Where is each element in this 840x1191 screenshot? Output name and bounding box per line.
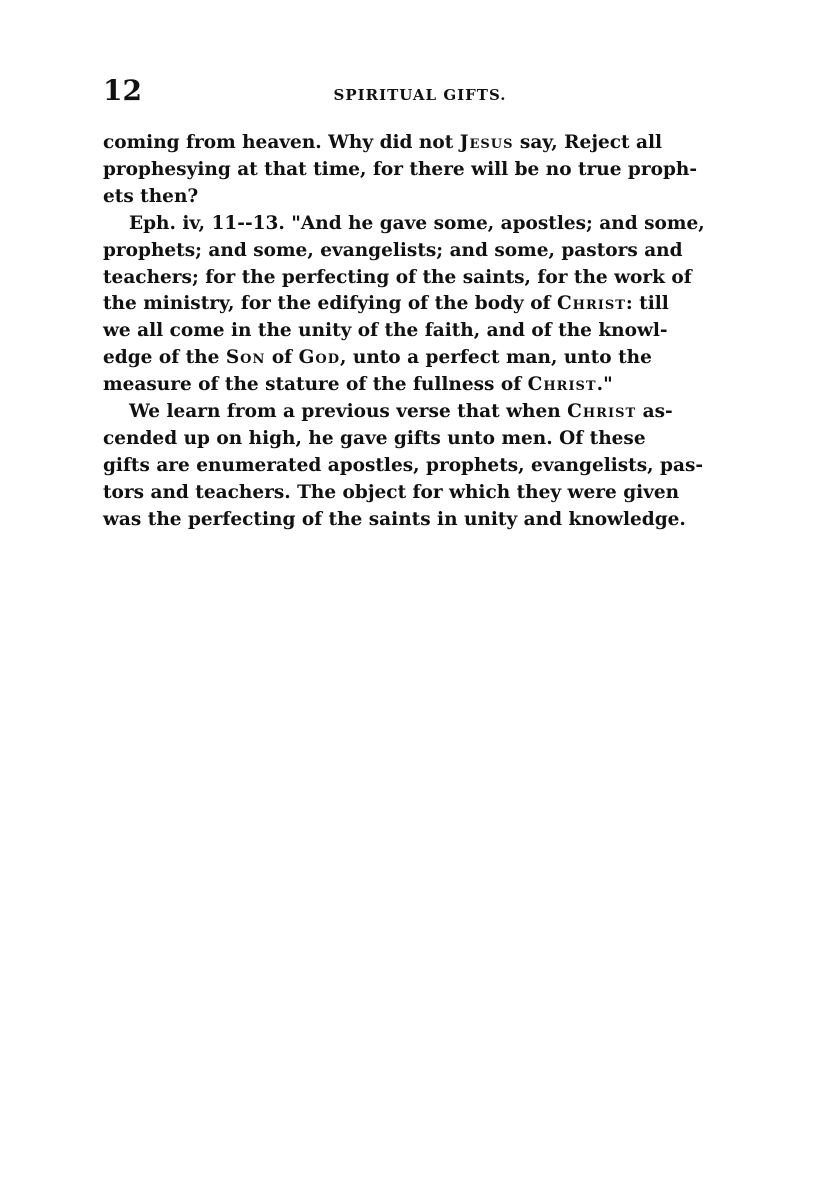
running-title: SPIRITUAL GIFTS.	[333, 86, 507, 104]
text-line	[103, 345, 698, 372]
text-run: prophets; and some, evangelists; and some, pastors and	[103, 239, 683, 261]
text-line	[103, 426, 698, 453]
text-run: measure of the stature of the fullness of	[103, 374, 528, 396]
text-line	[103, 211, 705, 238]
text-line	[103, 184, 698, 211]
text-run: prophesying at that time, for there will be no true proph-	[103, 158, 698, 180]
text-run: edge of the	[103, 347, 226, 369]
text-line	[103, 372, 698, 399]
text-run: tors and teachers. The object for which they were given	[103, 481, 680, 503]
text-run: say, Reject all	[513, 132, 663, 153]
text-run: ."	[596, 374, 613, 396]
text-run: the ministry, for the edifying of the body of	[103, 293, 557, 315]
text-run: as-	[636, 401, 673, 423]
text-run: ets then?	[103, 185, 199, 207]
body-text	[103, 130, 705, 534]
text-run: Eph. iv, 11--13. "And he gave some, apostles; and some,	[129, 212, 705, 234]
text-line	[103, 130, 698, 157]
text-run: of	[265, 347, 299, 369]
text-run: : till	[625, 293, 669, 315]
text-run: gifts are enumerated apostles, prophets, evangelists, pas-	[103, 454, 704, 476]
text-line	[103, 480, 698, 507]
small-caps-word: God	[298, 347, 340, 369]
small-caps-word: Christ	[527, 374, 597, 396]
text-line	[103, 157, 698, 184]
text-line	[103, 399, 698, 426]
text-run: coming from heaven. Why did not	[103, 132, 460, 153]
text-run: cended up on high, he gave gifts unto men. Of these	[103, 427, 646, 449]
text-run: was the perfecting of the saints in unity and knowledge.	[103, 508, 686, 530]
small-caps-word: Christ	[556, 293, 626, 315]
text-line	[103, 507, 698, 534]
text-line	[103, 291, 698, 318]
text-run: , unto a perfect man, unto the	[339, 347, 652, 369]
text-run: We learn from a previous verse that when	[129, 401, 568, 423]
text-run: teachers; for the perfecting of the saints, for the work of	[103, 266, 692, 288]
text-run: we all come in the unity of the faith, and of the knowl-	[103, 320, 668, 342]
text-line	[103, 318, 698, 345]
page-number: 12	[103, 74, 142, 107]
small-caps-word: Son	[225, 347, 266, 369]
text-line	[103, 265, 698, 292]
text-line	[103, 453, 704, 480]
small-caps-word: Christ	[567, 401, 637, 423]
text-line	[103, 238, 698, 265]
small-caps-word: Jesus	[459, 132, 514, 153]
